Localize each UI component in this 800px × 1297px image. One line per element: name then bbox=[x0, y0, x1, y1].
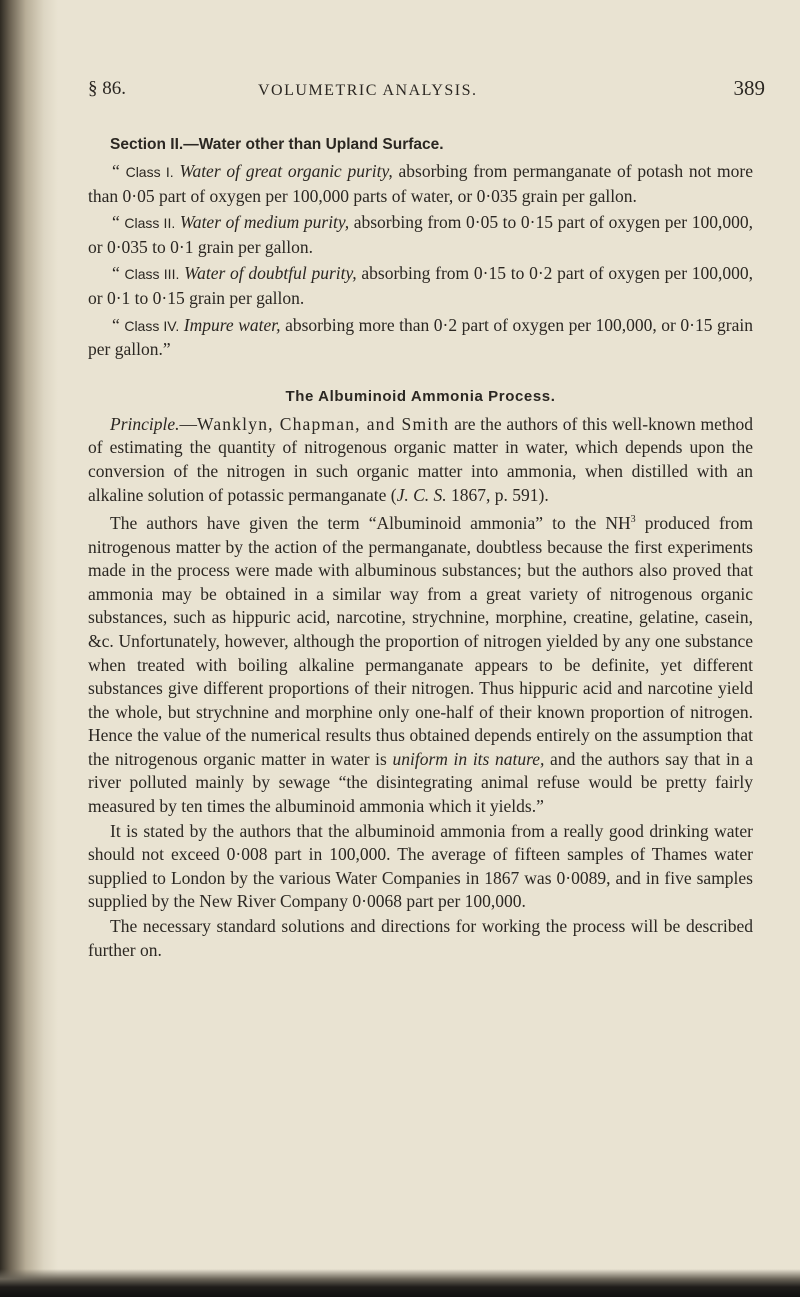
class-4-paragraph bbox=[88, 314, 753, 362]
class-description: Impure water, bbox=[183, 314, 281, 335]
class-description: Water of doubtful purity, bbox=[184, 263, 357, 284]
class-2-paragraph bbox=[88, 211, 753, 259]
paragraph-text: produced from nitrogenous matter by the action of the permanganate, doubtless because the first experiments made in the process were made with albuminous substances; but the authors also proved that ammonia may be obtained in a similar way from a great variety of nitrogenous organic substances, such as hippuric acid, narcotine, strychnine, morphine, creatine, gelatine, casein, &c. Unfortunately, however, although the proportion of nitrogen yielded by any one substance when treated with boiling alkaline permanganate appears to be definite, yet different substances give different proportions of their nitrogen. Thus hippuric acid and narcotine yield the whole, but strychnine and morphine only one-half of their known proportion of nitrogen. Hence the value of the numerical results thus obtained depends entirely on the assumption that the nitrogenous organic matter in water is bbox=[88, 512, 753, 769]
running-head bbox=[88, 72, 765, 106]
class-text: absorbing from 0·15 to 0·2 part of oxygen per 100,000, or 0·1 to 0·15 grain per gallon. bbox=[88, 263, 754, 308]
open-quote: “ bbox=[112, 263, 120, 284]
paragraph-text: and the authors say that in a river polluted mainly by sewage “the disintegrating animal refuse would be pretty fairly measured by ten times the albuminoid ammonia which it yields.” bbox=[88, 748, 753, 817]
class-label: Class II. bbox=[124, 215, 176, 232]
albuminoid-paragraph bbox=[88, 508, 753, 819]
class-description: Water of great organic purity, bbox=[179, 161, 393, 181]
open-quote: “ bbox=[112, 212, 120, 233]
book-page bbox=[88, 72, 765, 963]
page-bottom-edge bbox=[0, 1269, 800, 1297]
section-heading: Section II.—Water other than Upland Surface. bbox=[110, 136, 444, 153]
superscript: 3 bbox=[630, 514, 636, 526]
class-1-paragraph bbox=[88, 160, 753, 208]
paragraph-text: The authors have given the term “Albuminoid ammonia” to the NH bbox=[110, 512, 631, 533]
class-text: absorbing more than 0·2 part of oxygen per 100,000, or 0·15 grain per gallon.” bbox=[88, 314, 753, 360]
principle-label: Principle. bbox=[110, 413, 180, 434]
page-number: 389 bbox=[733, 76, 765, 100]
class-label: Class III. bbox=[124, 266, 180, 283]
emphasis: uniform in its nature, bbox=[392, 748, 545, 769]
principle-text-end: 1867, p. 591). bbox=[446, 484, 549, 505]
principle-text: are the authors of this well-known method of estimating the quantity of nitrogenous organic matter in water, which depends upon the conversion of the nitrogen in such organic matter into ammonia, when distilled with an alkaline solution of potassic permanganate ( bbox=[88, 413, 753, 505]
principle-paragraph bbox=[88, 413, 753, 507]
principle-dash: — bbox=[179, 413, 197, 434]
class-text: absorbing from permanganate of potash not more than 0·05 part of oxygen per 100,000 parts of water, or 0·035 grain per gallon. bbox=[88, 161, 753, 206]
closing-paragraph: The necessary standard solutions and directions for working the process will be described further on. bbox=[88, 916, 753, 960]
author-names: Wanklyn, Chapman, and Smith bbox=[197, 413, 450, 434]
section-mark: § 86. bbox=[88, 78, 126, 99]
albuminoid-heading: The Albuminoid Ammonia Process. bbox=[285, 387, 556, 405]
drinking-water-paragraph: It is stated by the authors that the albuminoid ammonia from a really good drinking water should not exceed 0·008 part in 100,000. The average of fifteen samples of Thames water supplied to London by the various Water Companies in 1867 was 0·0089, and in five samples supplied by the New River Company 0·0068 part per 100,000. bbox=[88, 820, 753, 912]
open-quote: “ bbox=[112, 314, 120, 335]
class-3-paragraph bbox=[88, 262, 753, 310]
class-text: absorbing from 0·05 to 0·15 part of oxygen per 100,000, or 0·035 to 0·1 grain per gallon. bbox=[88, 212, 753, 257]
journal-reference: J. C. S. bbox=[396, 484, 447, 505]
class-description: Water of medium purity, bbox=[179, 212, 350, 233]
book-binding-shadow bbox=[0, 0, 58, 1297]
class-label: Class I. bbox=[125, 164, 174, 180]
open-quote: “ bbox=[112, 161, 120, 181]
class-label: Class IV. bbox=[124, 317, 180, 334]
running-title: VOLUMETRIC ANALYSIS. bbox=[258, 82, 478, 99]
